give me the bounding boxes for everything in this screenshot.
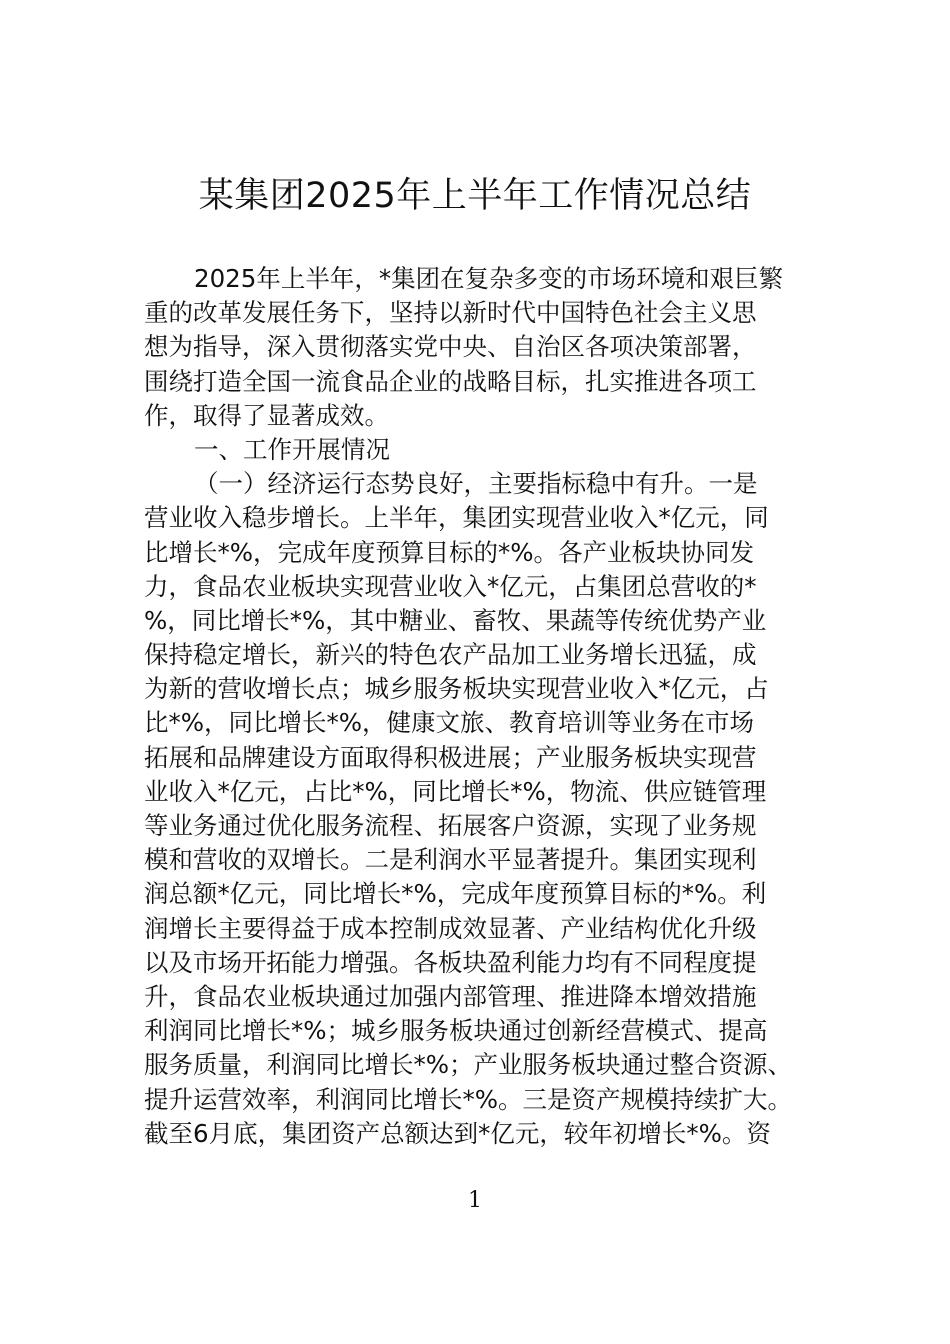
paragraph-line: （一）经济运行态势良好，主要指标稳中有升。一是 — [194, 469, 758, 499]
paragraph-line: 以及市场开拓能力增强。各板块盈利能力均有不同程度提 — [144, 947, 757, 977]
paragraph-line: 服务质量，利润同比增长*%；产业服务板块通过整合资源、 — [144, 1050, 793, 1080]
document-body — [144, 262, 807, 1151]
paragraph-line: 等业务通过优化服务流程、拓展客户资源，实现了业务规 — [144, 811, 757, 840]
paragraph-line: 保持稳定增长，新兴的特色农产品加工业务增长迅猛，成 — [144, 640, 757, 670]
paragraph-line: 力，食品农业板块实现营业收入*亿元，占集团总营收的* — [144, 571, 757, 601]
paragraph-line: 润总额*亿元，同比增长*%，完成年度预算目标的*%。利 — [144, 879, 767, 909]
paragraph-line: 作，取得了显著成效。 — [144, 400, 389, 430]
paragraph-line: 升，食品农业板块通过加强内部管理、推进降本增效措施 — [144, 981, 757, 1011]
paragraph-line: 利润同比增长*%；城乡服务板块通过创新经营模式、提高 — [144, 1016, 768, 1046]
paragraph-line: 截至6月底，集团资产总额达到*亿元，较年初增长*%。资 — [144, 1118, 771, 1148]
page-number: 1 — [468, 1188, 482, 1213]
paragraph-line: 业收入*亿元，占比*%，同比增长*%，物流、供应链管理 — [144, 776, 767, 806]
paragraph-line: %，同比增长*%，其中糖业、畜牧、果蔬等传统优势产业 — [144, 605, 767, 635]
paragraph-line: 比增长*%，完成年度预算目标的*%。各产业板块协同发 — [144, 537, 755, 567]
paragraph-line: 拓展和品牌建设方面取得积极进展；产业服务板块实现营 — [144, 742, 757, 772]
paragraph-line: 提升运营效率，利润同比增长*%。三是资产规模持续扩大。 — [144, 1084, 793, 1114]
paragraph-line: 比*%，同比增长*%，健康文旅、教育培训等业务在市场 — [144, 708, 755, 738]
paragraph-line: 模和营收的双增长。二是利润水平显著提升。集团实现利 — [144, 845, 757, 875]
section-heading: 一、工作开展情况 — [194, 434, 390, 464]
paragraph-line: 润增长主要得益于成本控制成效显著、产业结构优化升级 — [144, 913, 757, 943]
paragraph-line: 2025年上半年，*集团在复杂多变的市场环境和艰巨繁 — [194, 264, 784, 293]
paragraph-line: 营业收入稳步增长。上半年，集团实现营业收入*亿元，同 — [144, 503, 769, 533]
paragraph-line: 想为指导，深入贯彻落实党中央、自治区各项决策部署， — [144, 332, 757, 362]
paragraph-line: 重的改革发展任务下，坚持以新时代中国特色社会主义思 — [144, 298, 757, 328]
paragraph-line: 为新的营收增长点；城乡服务板块实现营业收入*亿元，占 — [144, 674, 769, 704]
document-title: 某集团2025年上半年工作情况总结 — [198, 176, 752, 216]
paragraph-line: 围绕打造全国一流食品企业的战略目标，扎实推进各项工 — [144, 366, 757, 396]
